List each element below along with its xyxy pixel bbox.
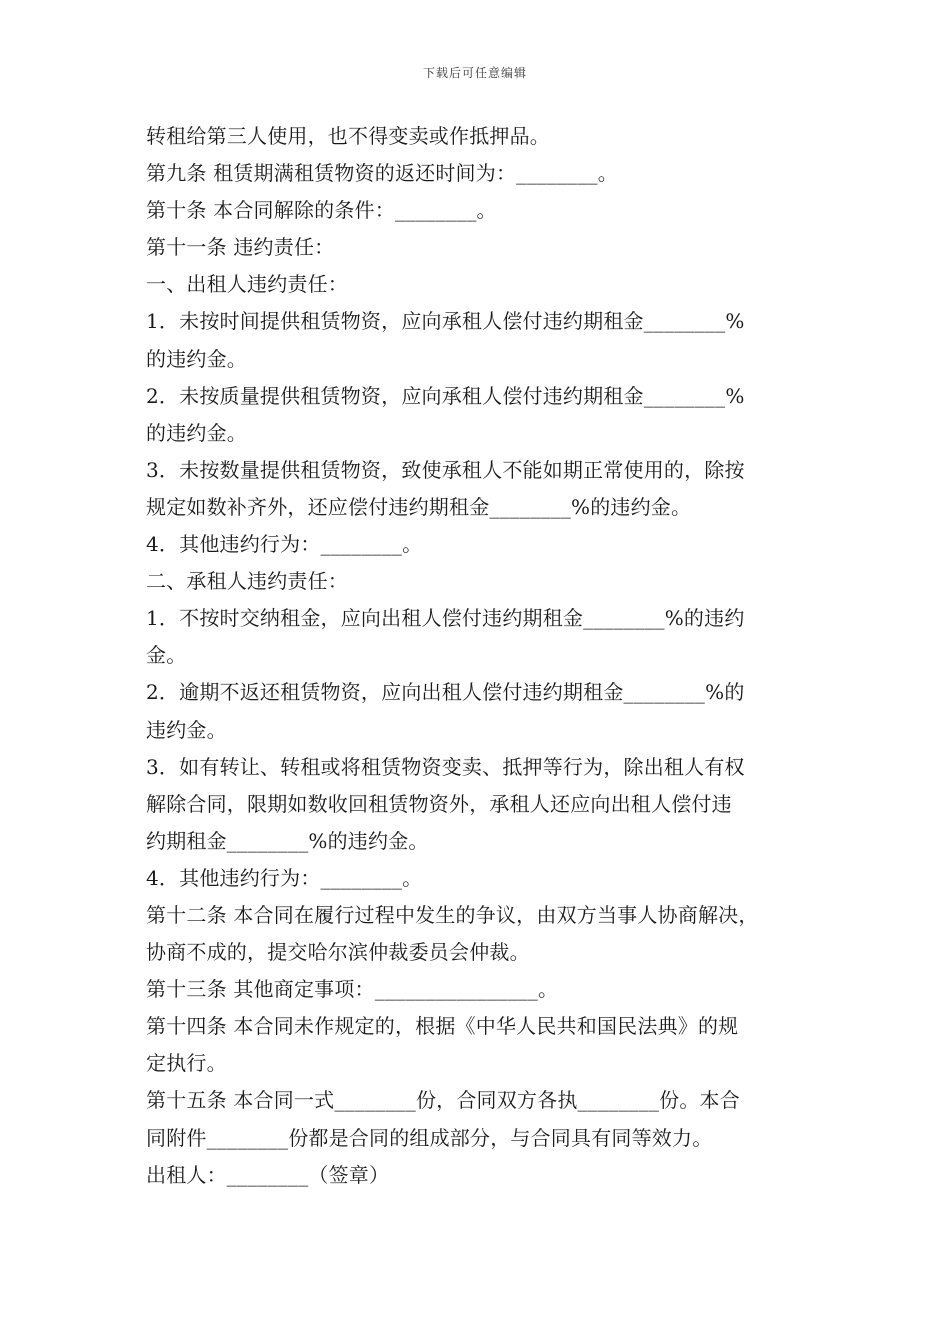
text-line: 规定如数补齐外，还应偿付违约期租金________%的违约金。 <box>146 494 692 519</box>
text-line: 4．其他违约行为：________。 <box>146 532 423 557</box>
text-line: 2．逾期不返还租赁物资，应向出租人偿付违约期租金________%的 <box>146 680 745 705</box>
page-header: 下载后可任意编辑 <box>422 66 527 80</box>
text-line: 1．未按时间提供租赁物资，应向承租人偿付违约期租金________% <box>146 309 745 334</box>
text-line: 3．如有转让、转租或将租赁物资变卖、抵押等行为，除出租人有权 <box>146 754 745 779</box>
text-line: 第十二条 本合同在履行过程中发生的争议，由双方当事人协商解决， <box>146 902 759 927</box>
text-line: 同附件________份都是合同的组成部分，与合同具有同等效力。 <box>146 1125 713 1150</box>
text-line: 违约金。 <box>146 717 227 742</box>
subsection-heading: 一、出租人违约责任： <box>146 272 348 297</box>
text-line: 2．未按质量提供租赁物资，应向承租人偿付违约期租金________% <box>146 383 745 408</box>
subsection-heading: 二、承租人违约责任： <box>146 569 348 594</box>
text-line: 第十条 本合同解除的条件：________。 <box>146 198 497 223</box>
text-line: 第十五条 本合同一式________份，合同双方各执________份。本合 <box>146 1088 740 1113</box>
text-line: 第九条 租赁期满租赁物资的返还时间为：________。 <box>146 161 618 186</box>
text-line: 第十四条 本合同未作规定的，根据《中华人民共和国民法典》的规 <box>146 1014 739 1039</box>
text-line: 转租给第三人使用，也不得变卖或作抵押品。 <box>146 124 550 148</box>
text-line: 解除合同，限期如数收回租赁物资外，承租人还应向出租人偿付违 <box>146 791 732 816</box>
text-line: 1．不按时交纳租金，应向出租人偿付违约期租金________%的违约 <box>146 606 745 631</box>
text-line: 金。 <box>146 643 187 668</box>
text-line: 的违约金。 <box>146 420 247 445</box>
document-body <box>146 118 816 1194</box>
text-line: 协商不成的，提交哈尔滨仲裁委员会仲裁。 <box>146 940 530 965</box>
text-line: 第十三条 其他商定事项：________________。 <box>146 977 559 1002</box>
section-heading: 第十一条 违约责任： <box>146 235 335 260</box>
text-line: 的违约金。 <box>146 346 247 371</box>
signature-line: 出租人：________（签章） <box>146 1162 390 1187</box>
text-line: 定执行。 <box>146 1051 227 1076</box>
text-line: 约期租金________%的违约金。 <box>146 828 429 853</box>
text-line: 4．其他违约行为：________。 <box>146 865 423 890</box>
text-line: 3．未按数量提供租赁物资，致使承租人不能如期正常使用的，除按 <box>146 457 745 482</box>
